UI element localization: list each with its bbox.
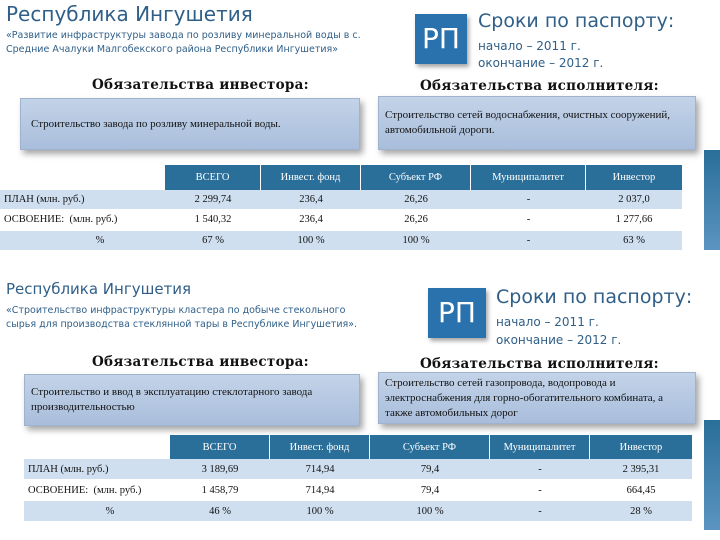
rp-badge: РП (415, 14, 467, 64)
investor-obligation-text: Строительство и ввод в эксплуатацию стеклотарного завода производительностью (31, 386, 313, 413)
table-row (28, 459, 108, 479)
row-label: ОСВОЕНИЕ: (28, 484, 89, 496)
executor-obligation-box (378, 96, 696, 150)
table-cell: 714,94 (305, 484, 335, 496)
col-header-municipality: Муниципалитет (490, 435, 590, 459)
region-title: Республика Ингушетия (6, 280, 192, 298)
table-cell: 63 % (623, 235, 645, 246)
table-cell: 1 277,66 (615, 214, 653, 225)
decorative-side-strip (704, 420, 720, 530)
col-header-subject-rf: Субъект РФ (370, 435, 490, 459)
table-cell: - (538, 505, 542, 517)
table-cell: - (538, 463, 542, 475)
row-label: % (95, 235, 105, 246)
row-label: ОСВОЕНИЕ: (4, 214, 65, 225)
deadline-end: окончание – 2012 г. (496, 333, 622, 347)
investor-obligation-text: Строительство завода по розливу минеральной воды. (31, 117, 281, 130)
col-header-municipality: Муниципалитет (471, 165, 586, 190)
table-cell: 26,26 (404, 194, 428, 205)
table-cell: 714,94 (305, 463, 335, 475)
investor-heading: Обязательства инвестора: (92, 354, 309, 370)
table-cell: 28 % (630, 505, 652, 517)
project-subtitle: «Строительство инфраструктуры кластера по добыче стекольного сырья для производства стеклянной тары в Республике Ингушетия». (6, 305, 358, 330)
project-subtitle: «Развитие инфраструктуры завода по розливу минеральной воды в с. Средние Ачалуки Малгобекского района Республики Ингушетия» (6, 30, 361, 55)
table-cell: 100 % (297, 235, 325, 246)
table-cell: 2 037,0 (618, 194, 650, 205)
deadline-start: начало – 2011 г. (478, 39, 581, 53)
executor-heading: Обязательства исполнителя: (420, 78, 659, 94)
col-header-investor: Инвестор (586, 165, 682, 190)
col-header-total: ВСЕГО (165, 165, 261, 190)
row-label: ПЛАН (4, 194, 34, 205)
row-label: ПЛАН (28, 463, 58, 475)
executor-heading: Обязательства исполнителя: (420, 356, 659, 372)
table-cell: 236,4 (299, 194, 323, 205)
deadline-title: Сроки по паспорту: (478, 10, 675, 32)
col-header-invest-fund: Инвест. фонд (270, 435, 370, 459)
col-header-total: ВСЕГО (170, 435, 270, 459)
table-cell: 2 395,31 (622, 463, 660, 475)
investor-obligation-box (20, 98, 360, 150)
deadline-end: окончание – 2012 г. (478, 56, 604, 70)
executor-obligation-box (378, 372, 696, 424)
col-header-invest-fund: Инвест. фонд (261, 165, 361, 190)
row-unit: (млн. руб.) (93, 484, 142, 496)
table-cell: 79,4 (420, 484, 440, 496)
row-unit: (млн. руб.) (69, 214, 118, 225)
deadline-title: Сроки по паспорту: (496, 286, 693, 308)
row-unit: (млн. руб.) (60, 463, 109, 475)
row-unit: (млн. руб.) (36, 194, 85, 205)
table-cell: 3 189,69 (201, 463, 239, 475)
col-header-investor: Инвестор (590, 435, 692, 459)
executor-obligation-text: Строительство сетей водоснабжения, очистных сооружений, автомобильной дороги. (385, 109, 671, 136)
rp-badge: РП (428, 288, 486, 338)
table-cell: 664,45 (626, 484, 656, 496)
row-label: % (105, 505, 115, 517)
region-title: Республика Ингушетия (6, 2, 253, 26)
table-row (4, 210, 117, 229)
table-cell: 1 458,79 (201, 484, 239, 496)
table-cell: 236,4 (299, 214, 323, 225)
table-cell: - (526, 235, 531, 246)
investor-heading: Обязательства инвестора: (92, 77, 309, 93)
table-cell: 26,26 (404, 214, 428, 225)
executor-obligation-text: Строительство сетей газопровода, водопровода и электроснабжения для горно-обогатительного комбината, а также автомобильных дорог (385, 376, 664, 419)
table-cell: - (538, 484, 542, 496)
col-header-subject-rf: Субъект РФ (361, 165, 471, 190)
table-cell: - (526, 194, 531, 205)
deadline-start: начало – 2011 г. (496, 315, 599, 329)
table-cell: 79,4 (420, 463, 440, 475)
table-cell: 100 % (306, 505, 334, 517)
table-cell: 2 299,74 (194, 194, 232, 205)
table-row (4, 190, 84, 209)
table-cell: - (526, 214, 531, 225)
table-cell: 100 % (402, 235, 430, 246)
table-cell: 46 % (209, 505, 231, 517)
table-cell: 67 % (202, 235, 224, 246)
investor-obligation-box (24, 374, 360, 426)
decorative-side-strip (704, 150, 720, 250)
table-cell: 1 540,32 (194, 214, 232, 225)
table-row (28, 480, 141, 500)
table-cell: 100 % (416, 505, 444, 517)
